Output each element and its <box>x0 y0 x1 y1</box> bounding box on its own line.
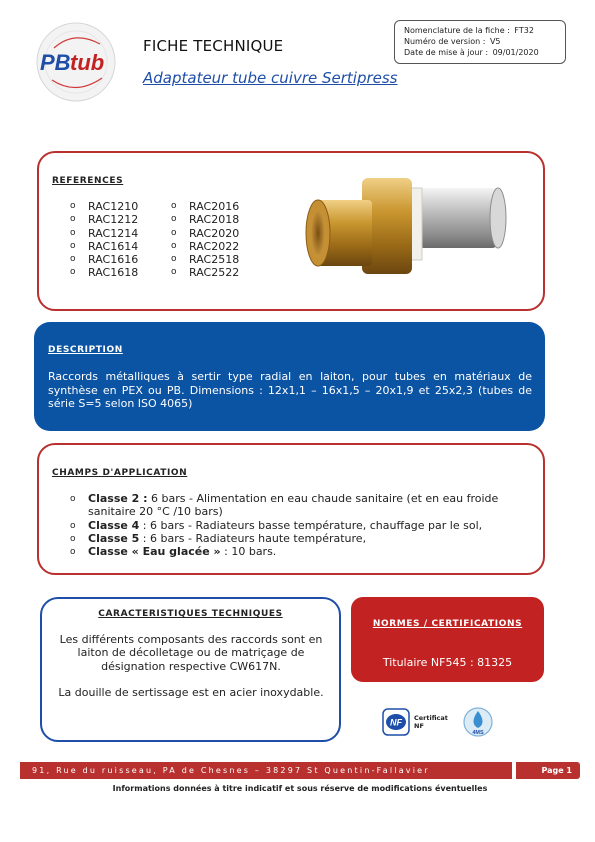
disclaimer: Informations données à titre indicatif et sous réserve de modifications éventuelles <box>112 784 488 793</box>
list-item: o RAC2018 <box>171 213 239 226</box>
list-item: o RAC1616 <box>70 253 138 266</box>
nf-certification-icon <box>382 708 410 736</box>
meta-version-value: V5 <box>489 37 501 46</box>
product-title[interactable]: Adaptateur tube cuivre Sertipress <box>143 69 398 87</box>
references-list-2 <box>171 200 239 280</box>
list-item <box>70 532 530 545</box>
pbtub-logo <box>34 20 118 104</box>
4ms-logo-text: 4MS <box>472 730 484 736</box>
class-text: : 6 bars - Radiateurs basse température, chauffage par le sol, <box>139 518 483 532</box>
nf-label-line-2: NF <box>414 722 424 730</box>
meta-date-value: 09/01/2020 <box>492 48 539 57</box>
product-image <box>298 170 518 280</box>
page-title: FICHE TECHNIQUE <box>143 37 284 55</box>
meta-version-label: Numéro de version : <box>404 37 486 46</box>
class-label: Classe 5 <box>88 531 140 545</box>
application-heading: CHAMPS D'APPLICATION <box>52 468 188 478</box>
description-text: Raccords métalliques à sertir type radial en laiton, pour tubes en matériaux de synthèse en PEX ou PB. Dimensions : 12x1,1 – 16x1,5 – 20x1,9 et 25x2,3 (tubes de série S=5 selon ISO 4065) <box>48 370 532 410</box>
list-item: o RAC2022 <box>171 240 239 253</box>
meta-date-label: Date de mise à jour : <box>404 48 489 57</box>
meta-date <box>404 47 565 58</box>
meta-nomenclature-label: Nomenclature de la fiche : <box>404 26 510 35</box>
list-item: o RAC1210 <box>70 200 138 213</box>
list-item: o RAC1618 <box>70 266 138 279</box>
4ms-certification-icon <box>462 706 494 738</box>
class-text: : 10 bars. <box>220 545 277 559</box>
class-label: Classe « Eau glacée » <box>88 545 221 559</box>
references-heading: REFERENCES <box>52 176 124 186</box>
list-item <box>70 545 530 558</box>
characteristics-heading: CARACTERISTIQUES TECHNIQUES <box>98 609 283 619</box>
list-item <box>70 519 530 532</box>
certifications-panel <box>351 597 544 682</box>
list-item: o RAC2518 <box>171 253 239 266</box>
nf-logo-text: NF <box>390 717 402 728</box>
nf-certification-label <box>414 714 448 730</box>
list-item: o RAC1614 <box>70 240 138 253</box>
class-label: Classe 4 <box>88 518 140 532</box>
meta-nomenclature <box>404 25 565 36</box>
meta-nomenclature-value: FT32 <box>514 26 534 35</box>
footer-address: 91, Rue du ruisseau, PA de Chesnes – 38297 St Quentin-Fallavier <box>20 762 512 779</box>
svg-text:PB: PB <box>40 50 71 75</box>
list-item: o RAC2020 <box>171 227 239 240</box>
class-text: 6 bars - Alimentation en eau chaude sanitaire (et en eau froide sanitaire 20 °C /10 bars) <box>88 492 499 519</box>
application-list <box>70 492 530 558</box>
list-item <box>70 492 530 519</box>
description-heading: DESCRIPTION <box>48 345 123 355</box>
nf-label-line-1: Certificat <box>414 714 448 722</box>
metadata-box <box>394 20 566 64</box>
list-item: o RAC1214 <box>70 227 138 240</box>
svg-text:tub: tub <box>70 50 105 75</box>
characteristics-text <box>52 633 330 713</box>
certifications-heading: NORMES / CERTIFICATIONS <box>372 619 523 629</box>
class-text: : 6 bars - Radiateurs haute température, <box>139 531 367 545</box>
meta-version <box>404 36 565 47</box>
characteristics-paragraph-1: Les différents composants des raccords sont en laiton de décolletage ou de matriçage de désignation respective CW617N. <box>59 633 323 673</box>
list-item: o RAC2522 <box>171 266 239 279</box>
list-item: o RAC2016 <box>171 200 239 213</box>
characteristics-paragraph-2: La douille de sertissage est en acier inoxydable. <box>58 686 324 700</box>
certification-number: Titulaire NF545 : 81325 <box>382 656 513 669</box>
list-item: o RAC1212 <box>70 213 138 226</box>
page-number: Page 1 <box>516 762 580 779</box>
references-list-1 <box>70 200 138 280</box>
class-label: Classe 2 : <box>88 492 148 505</box>
